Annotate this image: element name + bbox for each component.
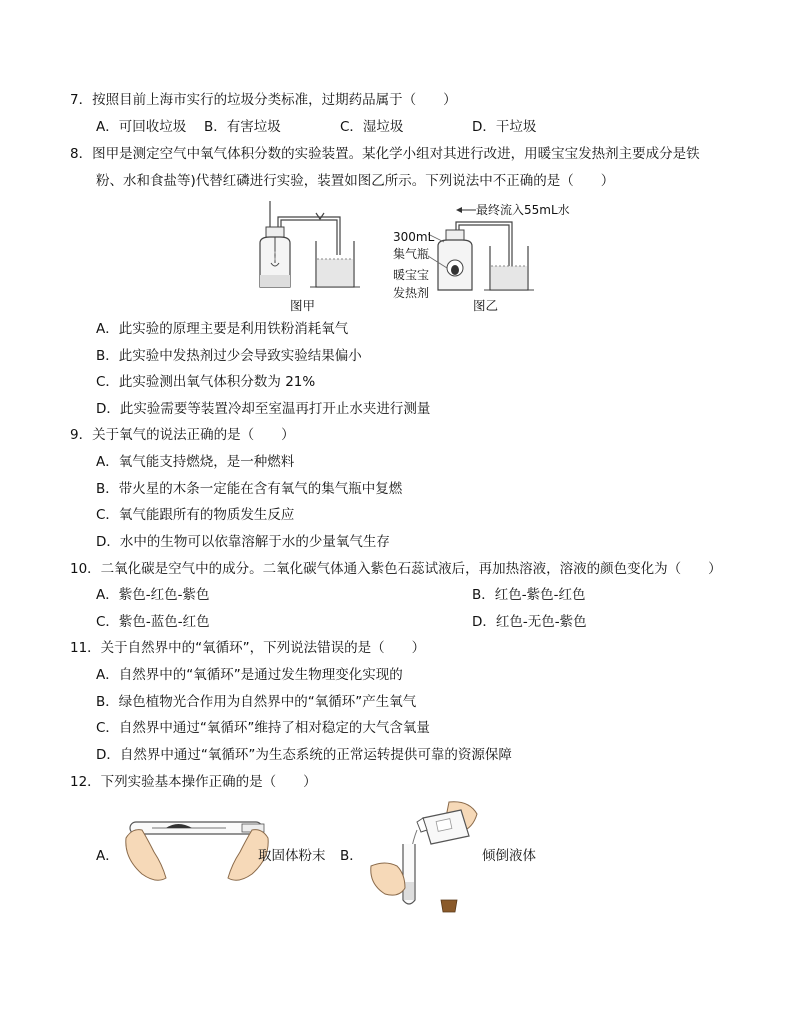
q12-option-a-caption: 取固体粉末: [258, 848, 326, 864]
figure-yi-heatagent-label: 发热剂: [393, 286, 430, 300]
q10-option-c: C．紫色-蓝色-红色: [96, 614, 210, 630]
q12-stem: 12．下列实验基本操作正确的是（ ）: [70, 774, 317, 790]
q11-option-b: B．绿色植物光合作用为自然界中的“氧循环”产生氧气: [96, 694, 417, 710]
q9-option-a: A．氧气能支持燃烧，是一种燃料: [96, 454, 295, 470]
q8-option-c: C．此实验测出氧气体积分数为 21%: [96, 374, 316, 390]
q10-option-d: D．红色-无色-紫色: [472, 614, 587, 630]
q9-option-b: B．带火星的木条一定能在含有氧气的集气瓶中复燃: [96, 481, 403, 497]
q7-option-c: C．湿垃圾: [340, 119, 404, 135]
q11-option-a: A．自然界中的“氧循环”是通过发生物理变化实现的: [96, 667, 403, 683]
figure-yi-apparatus: [428, 206, 548, 306]
q8-option-a: A．此实验的原理主要是利用铁粉消耗氧气: [96, 321, 349, 337]
q7-option-a: A．可回收垃圾: [96, 119, 187, 135]
q8-stem-line1: 8．图甲是测定空气中氧气体积分数的实验装置。某化学小组对其进行改进，用暖宝宝发热剂主要成分是铁: [70, 146, 700, 162]
figure-yi-caption: 图乙: [473, 298, 499, 313]
figure-yi-flow-label: 最终流入55mL水: [476, 203, 570, 217]
q8-option-d: D．此实验需要等装置冷却至室温再打开止水夹进行测量: [96, 401, 431, 417]
q10-option-a: A．紫色-红色-紫色: [96, 587, 210, 603]
q12-option-a-letter: A．: [96, 848, 119, 864]
figure-yi-heatpack-label: 暖宝宝: [393, 268, 430, 282]
q7-option-b: B．有害垃圾: [204, 119, 281, 135]
q9-option-d: D．水中的生物可以依靠溶解于水的少量氧气生存: [96, 534, 390, 550]
q12-option-b-letter: B．: [340, 848, 363, 864]
q9-option-c: C．氧气能跟所有的物质发生反应: [96, 507, 295, 523]
figure-yi-volume-label: 300mL: [393, 230, 435, 244]
q8-option-b: B．此实验中发热剂过少会导致实验结果偏小: [96, 348, 362, 364]
figure-jia-apparatus: [250, 195, 390, 313]
q12-option-b-caption: 倾倒液体: [482, 848, 536, 864]
figure-powder-test-tube-hands: [122, 808, 272, 888]
figure-jia-caption: 图甲: [290, 298, 316, 313]
q11-option-d: D．自然界中通过“氧循环”为生态系统的正常运转提供可靠的资源保障: [96, 747, 512, 763]
figure-yi-bottle-label: 集气瓶: [393, 247, 430, 261]
q7-stem: 7．按照目前上海市实行的垃圾分类标准，过期药品属于（ ）: [70, 92, 457, 108]
q11-stem: 11．关于自然界中的“氧循环”，下列说法错误的是（ ）: [70, 640, 426, 656]
q11-option-c: C．自然界中通过“氧循环”维持了相对稳定的大气含氧量: [96, 720, 430, 736]
q10-stem: 10．二氧化碳是空气中的成分。二氧化碳气体通入紫色石蕊试液后，再加热溶液，溶液的颜色变化为（ ）: [70, 561, 722, 577]
figure-pouring-liquid: [365, 796, 485, 916]
q10-option-b: B．红色-紫色-红色: [472, 587, 586, 603]
q7-option-d: D．干垃圾: [472, 119, 537, 135]
q9-stem: 9．关于氧气的说法正确的是（ ）: [70, 427, 295, 443]
q8-stem-line2: 粉、水和食盐等)代替红磷进行实验，装置如图乙所示。下列说法中不正确的是（ ）: [96, 173, 615, 189]
